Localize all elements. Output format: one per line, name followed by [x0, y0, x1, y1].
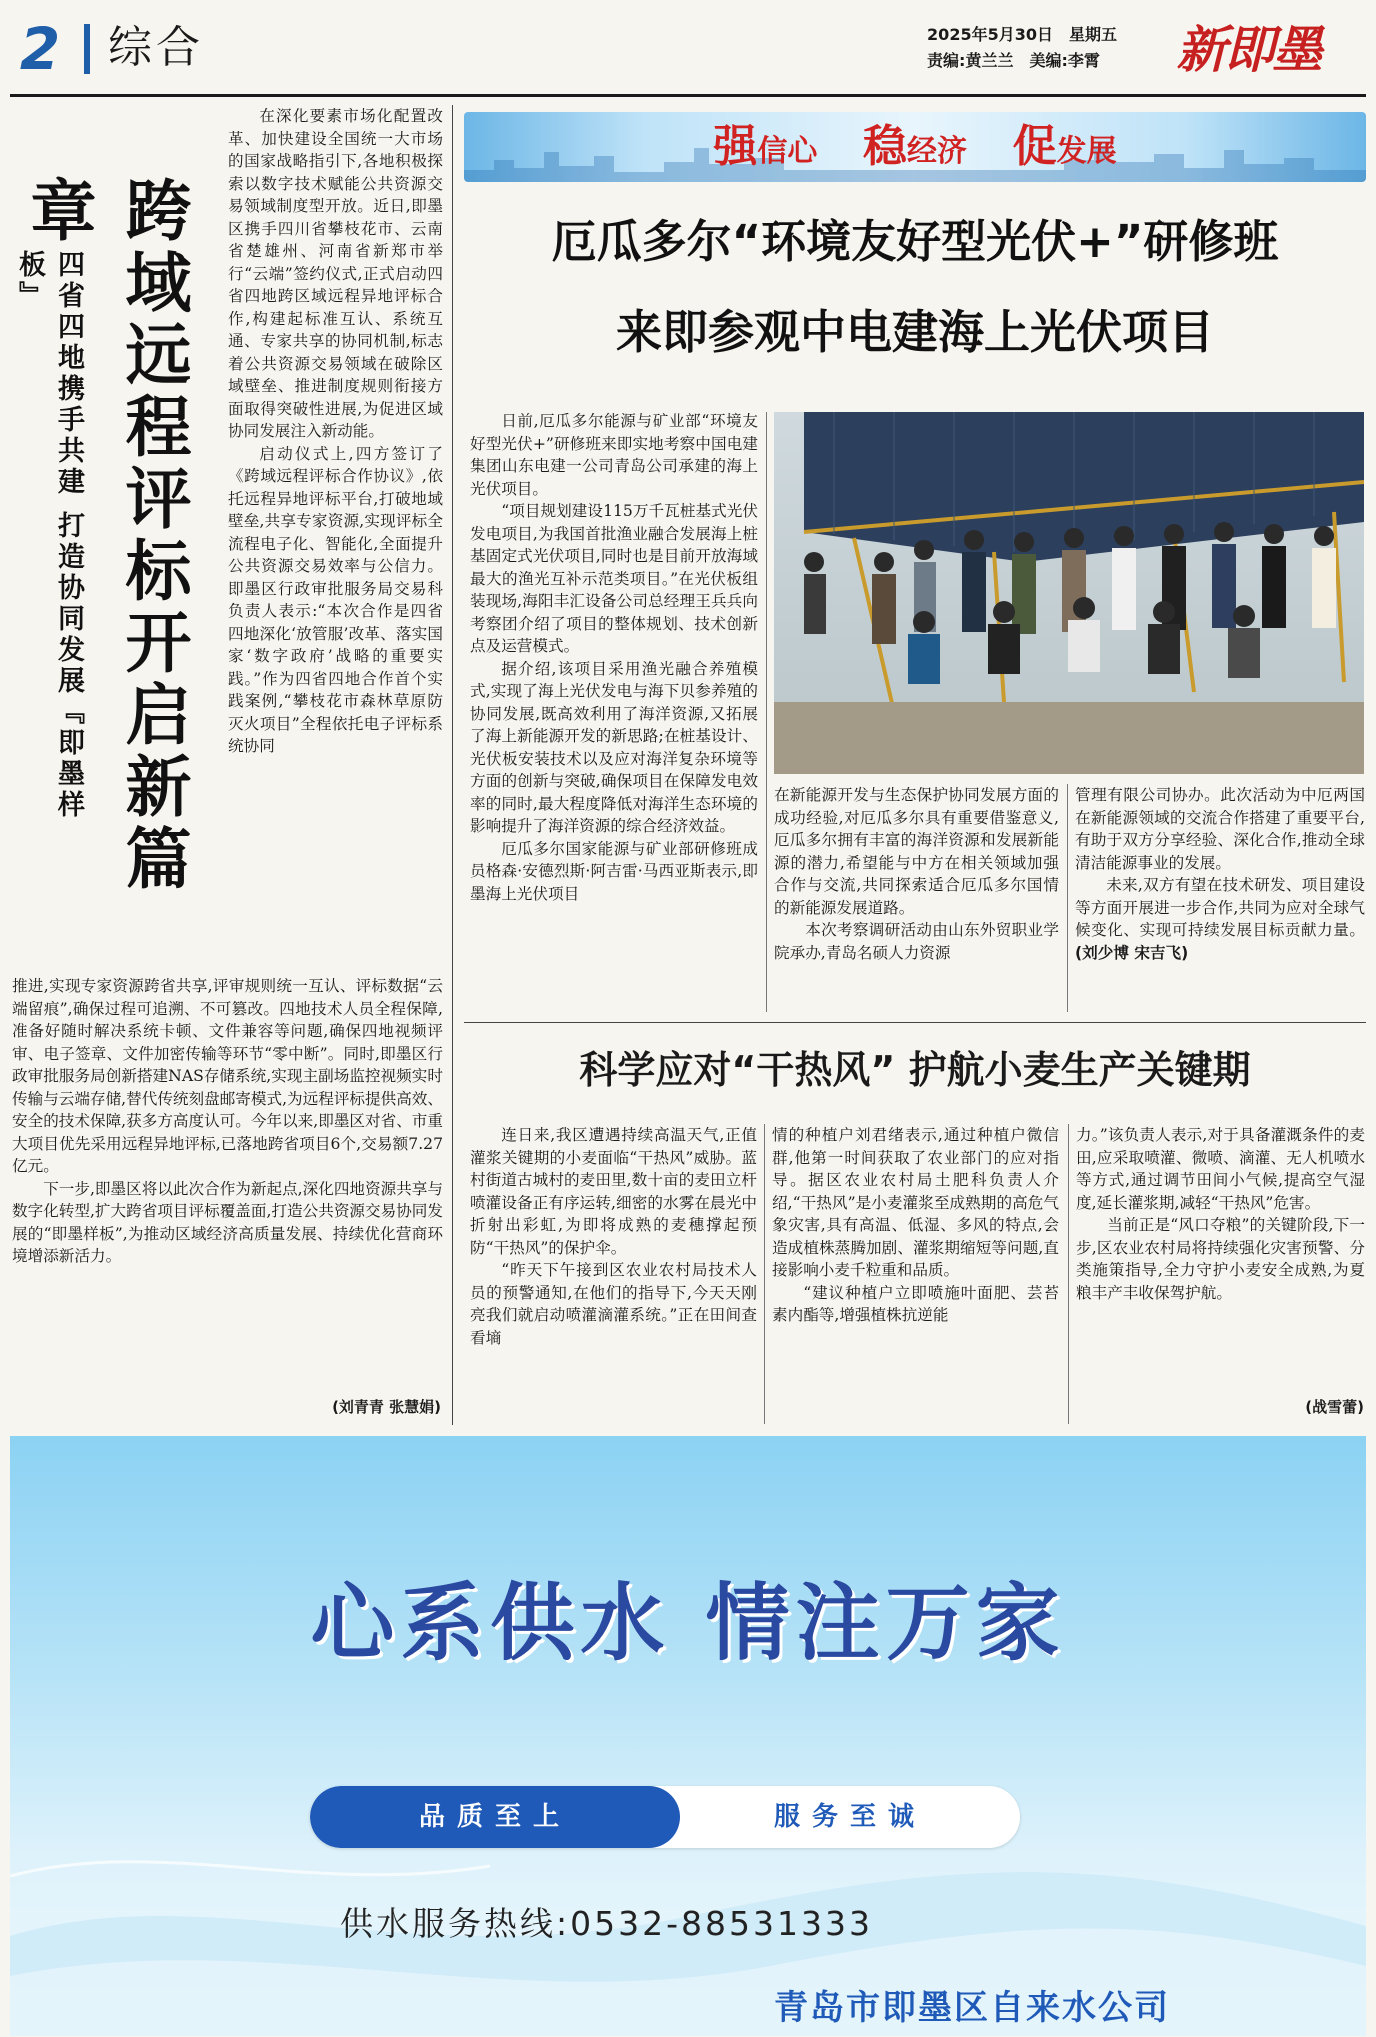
header-rule — [10, 94, 1366, 97]
article1-paragraph: 启动仪式上,四方签订了《跨域远程评标合作协议》,依托远程异地评标平台,打破地域壁垒,共享专家资源,实现评标全流程电子化、智能化,全面提升公共资源交易效率与公信力。即墨区行政审批服务局交易科负责人表示:“本次合作是四省四地深化‘放管服’改革、落实国家‘数字政府’战略的重要实践。”作为四省四地合作首个实践案例,“攀枝花市森林草原防灭火项目”全程依托电子评标系统协同 — [228, 444, 443, 755]
ad-tagline-pill — [310, 1786, 1020, 1848]
article3-paragraph: 情的种植户刘君绪表示,通过种植户微信群,他第一时间获取了农业部门的应对指导。据区农业农村局土肥科负责人介绍,“干热风”是小麦灌浆至成熟期的高危气象灾害,具有高温、低湿、多风的特点,会造成植株蒸腾加剧、灌浆期缩短等问题,直接影响小麦千粒重和品质。 — [772, 1126, 1059, 1279]
ad-tagline-left: 品质至上 — [310, 1786, 680, 1848]
hotline-number: 0532-88531333 — [570, 1904, 873, 1943]
article2-column-3 — [1075, 784, 1365, 964]
article3-paragraph: 连日来,我区遭遇持续高温天气,正值灌浆关键期的小麦面临“干热风”威胁。蓝村街道古城村的麦田里,数十亩的麦田立杆喷灌设备正有序运转,细密的水雾在晨光中折射出彩虹,为即将成熟的麦穗撑起预防“干热风”的保护伞。 — [470, 1126, 757, 1257]
article-separator — [464, 1022, 1366, 1023]
ad-hotline — [340, 1898, 1040, 1945]
article2-title-line2: 来即参观中电建海上光伏项目 — [616, 305, 1214, 359]
article2-column-1 — [470, 410, 758, 905]
banner-big-char: 促 — [1012, 121, 1057, 172]
article2-paragraph-text: 未来,双方有望在技术研发、项目建设等方面开展进一步合作,共同为应对全球气候变化、实现可持续发展目标贡献力量。 — [1075, 876, 1365, 939]
ad-slogan: 心系供水 情注万家 — [310, 1574, 1066, 1672]
banner-small-text: 经济 — [907, 134, 967, 169]
article2-paragraph: 在新能源开发与生态保护协同发展方面的成功经验,对厄瓜多尔具有重要借鉴意义,厄瓜多尔拥有丰富的海洋资源和发展新能源的潜力,希望能与中方在相关领域加强合作与交流,共同探索适合厄瓜多尔国情的新能源发展道路。 — [774, 786, 1059, 917]
banner-slogan — [464, 112, 1366, 182]
section-title: 综合 — [108, 22, 204, 73]
designer-credit: 美编:李霄 — [1029, 51, 1100, 70]
article1-byline: (刘青青 张慧娟) — [332, 1398, 441, 1416]
page-number: 2 — [19, 15, 61, 83]
ad-tagline-right: 服务至诚 — [773, 1802, 926, 1832]
article3-column-1 — [470, 1124, 757, 1349]
article3-byline: (战雪蕾) — [1305, 1398, 1364, 1416]
group-photo — [774, 412, 1364, 774]
column-divider — [452, 105, 453, 1425]
editor-credit: 责编:黄兰兰 — [927, 51, 1014, 70]
column-divider — [764, 1124, 765, 1424]
banner-small-text: 发展 — [1056, 134, 1117, 169]
article3-paragraph: “建议种植户立即喷施叶面肥、芸苔素内酯等,增强植株抗逆能 — [772, 1283, 1059, 1324]
article1-paragraph: 下一步,即墨区将以此次合作为新起点,深化四地资源共享与数字化转型,扩大跨省项目评标覆盖面,打造公共资源交易协同发展的“即墨样板”,为推动区域经济高质量发展、持续优化营商环境增添新活力。 — [12, 1179, 443, 1265]
article3-paragraph: “昨天下午接到区农业农村局技术人员的预警通知,在他们的指导下,今天天刚亮我们就启动喷灌滴灌系统。”正在田间查看墒 — [470, 1261, 757, 1347]
article1-subheadline: 四省四地携手共建 打造协同发展『即墨样板』 — [14, 250, 84, 822]
article3-paragraph: 力。”该负责人表示,对于具备灌溉条件的麦田,应采取喷灌、微喷、滴灌、无人机喷水等方式,通过调节田间小气候,提高空气湿度,延长灌浆期,减轻“干热风”危害。 — [1076, 1126, 1365, 1212]
article2-paragraph: 厄瓜多尔国家能源与矿业部研修班成员格森·安德烈斯·阿吉雷·马西亚斯表示,即墨海上光伏项目 — [470, 839, 758, 903]
article2-title-line1: 厄瓜多尔“环境友好型光伏+”研修班 — [551, 215, 1279, 268]
article3-column-2 — [772, 1124, 1059, 1327]
article1-headline: 跨域远程评标开启新篇章 — [19, 176, 191, 896]
article2-paragraph: 日前,厄瓜多尔能源与矿业部“环境友好型光伏+”研修班来即实地考察中国电建集团山东电建一公司青岛公司承建的海上光伏项目。 — [470, 412, 758, 498]
banner-big-char: 稳 — [863, 121, 907, 172]
water-company-ad — [10, 1436, 1366, 2036]
article1-paragraph: 推进,实现专家资源跨省共享,评审规则统一互认、评标数据“云端留痕”,确保过程可追溯、不可篡改。四地技术人员全程保障,准备好随时解决系统卡顿、文件兼容等问题,确保四地视频评审、电子签章、文件加密传输等环节“零中断”。同时,即墨区行政审批服务局创新搭建NAS存储系统,实现主副场监控视频实时传输与云端存储,替代传统刻盘邮寄模式,为远程评标提供高效、安全的技术保障,获多方高度认可。今年以来,即墨区对省、市重大项目优先采用远程异地评标,已落地跨省项目6个,交易额7.27亿元。 — [12, 977, 443, 1175]
article1-column — [228, 105, 443, 758]
masthead-logo: 新即墨 — [1176, 20, 1321, 79]
column-divider — [1067, 784, 1068, 1012]
article3-title: 科学应对“干热风” 护航小麦生产关键期 — [579, 1048, 1251, 1092]
theme-banner — [464, 112, 1366, 182]
header-meta — [927, 22, 1133, 74]
column-divider — [1068, 1124, 1069, 1424]
article2-byline: (刘少博 宋吉飞) — [1075, 943, 1189, 962]
article2-paragraph: 管理有限公司协办。此次活动为中厄两国在新能源领域的交流合作搭建了重要平台,有助于双方分享经验、深化合作,推动全球清洁能源事业的发展。 — [1075, 786, 1365, 872]
article2-column-2 — [774, 784, 1059, 964]
article2-paragraph: “项目规划建设115万千瓦桩基式光伏发电项目,为我国首批渔业融合发展海上桩基固定式光伏项目,同时也是目前开放海域最大的渔光互补示范类项目。”在光伏板组装现场,海阳丰汇设备公司总经理王兵兵向考察团介绍了项目的整体规划、技术创新点及运营模式。 — [470, 502, 758, 655]
banner-small-text: 信心 — [757, 134, 818, 169]
hotline-label: 供水服务热线: — [340, 1904, 571, 1943]
banner-big-char: 强 — [713, 121, 758, 172]
ad-company-name: 青岛市即墨区自来水公司 — [774, 1988, 1170, 2028]
article3-column-3 — [1076, 1124, 1365, 1304]
column-divider — [766, 412, 767, 1012]
article2-paragraph: 据介绍,该项目采用渔光融合养殖模式,实现了海上光伏发电与海下贝参养殖的协同发展,既高效利用了海洋资源,又拓展了海上新能源开发的新思路;在桩基设计、光伏板安装技术以及应对海洋复杂环境等方面的创新与突破,确保项目在保障发电效率的同时,最大程度降低对海洋生态环境的影响提升了海洋资源的综合经济效益。 — [470, 659, 758, 835]
article2-paragraph — [1075, 874, 1365, 964]
issue-date: 2025年5月30日 — [927, 25, 1053, 44]
article1-paragraph: 在深化要素市场化配置改革、加快建设全国统一大市场的国家战略指引下,各地积极探索以数字技术赋能公共资源交易领域制度型开放。近日,即墨区携手四川省攀枝花市、云南省楚雄州、河南省新郑市举行“云端”签约仪式,正式启动四省四地跨区域远程异地评标合作,构建起标准互认、系统互通、专家共享的协同机制,标志着公共资源交易领域在破除区域壁垒、推进制度规则衔接方面取得突破性进展,为促进区域协同发展注入新动能。 — [228, 107, 443, 440]
article2-paragraph: 本次考察调研活动由山东外贸职业学院承办,青岛名硕人力资源 — [774, 921, 1059, 962]
header-divider — [84, 24, 90, 74]
article3-paragraph: 当前正是“风口夺粮”的关键阶段,下一步,区农业农村局将持续强化灾害预警、分类施策指导,全力守护小麦安全成熟,为夏粮丰产丰收保驾护航。 — [1076, 1216, 1365, 1302]
solar-panel-photo — [774, 412, 1364, 774]
issue-weekday: 星期五 — [1068, 25, 1117, 44]
article1-bottom — [12, 975, 443, 1268]
